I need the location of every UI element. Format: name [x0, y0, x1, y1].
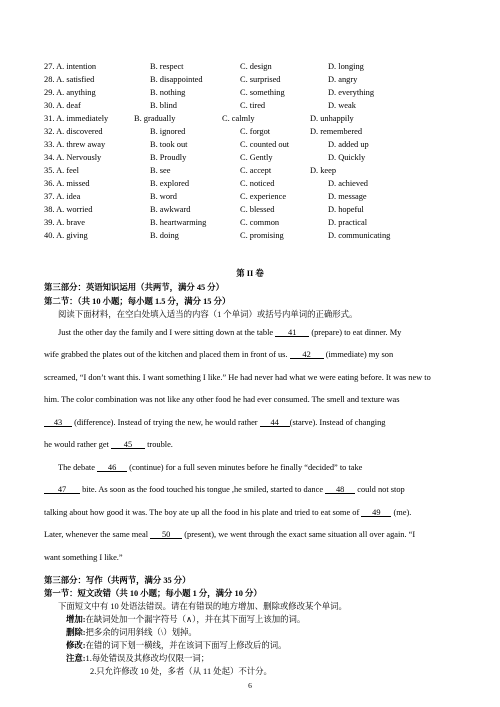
section2-instruction: 阅读下面材料，在空白处填入适当的内容（1 个单词）或括号内单词的正确形式。 [58, 310, 358, 319]
answer-blank-48[interactable]: 48 [325, 484, 355, 494]
exam-page: 27. A. intention B. respect C. design D. longing 28. A. satisfied B. disappointed C. surprised D. angry 29. A. anything B. nothing C. something D. everything 30. A. deaf B. blind C. tired D. weak 31. A. immediately B. gradually C. calmly D. unhappily 32. A. discovered B. ignored C. forgot D. remembered 33. A. threw away B. took out C. counted out D. added up 34. A. Nervously B. Proudly C. Gently D. Quickly 35. A. feel B. see C. accept D. keep 36. A. missed B. explored C. noticed D. achieved 37. A. idea B. word C. experience D. message 38. A. worried B. awkward C. blessed D. hopeful 39. A. brave B. heartwarming C. common D. practical 40. A. giving B. doing C. promising D. communicating 第 II 卷 第三部分：英语知识运用（共两节，满分 45 分） 第二节：（共 10 小题；每小题 1.5 分，满分 15 分） 阅读下面材料，在空白处填入适当的内容（1 个单词）或括号内单词的正确形式。 Just the other day the family and I were sitting down at the table 41 (prepare) to eat dinner. My wife grabbed the plates out of the kitchen and placed them in front of us. 42 (immediate) my son screamed, “I don’t want this. I want something I like.” He had never had what we were eating before. It was new to him. The color combination was not like any other food he had ever consumed. The smell and texture was 43 (difference). Instead of trying the new, he would rather 44 (starve). Instead of changing he would rather get 45 trouble. The debate 46 (continue) for a full seven minutes before he finally “decided” to take 47 bite. As soon as the food touched his tongue ,he smiled, started to dance 48 could not stop talking about how good it was. The boy ate up all the food in his plate and tried to eat some of 49 (me). Later, whenever the same meal 50 (present), we went through the exact same situation all over again. “I want something I like.” 第三部分：写作（共两节，满分 35 分） 第一节：短文改错（共 10 小题；每小题 1 分，满分 10 分） 下面短文中有 10 处语法错误。请在有错误的地方增加、删除或修改某个单词。 增加:在缺词处加一个漏字符号（∧），并在其下面写上该加的词。 删除:把多余的词用斜线（\）划掉。 修改:在错的词下划一横线，并在该词下面写上修改后的词。 注意:1.每处错误及其修改均仅限一词； 2.只允许修改 10 处，多者（从 11 处起）不计分。 6 [0, 0, 500, 707]
answer-blank-44[interactable]: 44 [260, 417, 290, 427]
choice-row: 32. A. discovered B. ignored C. forgot D. remembered [44, 127, 363, 136]
choice-row: 28. A. satisfied B. disappointed C. surprised D. angry [44, 75, 358, 84]
choice-row: 36. A. missed B. explored C. noticed D. achieved [44, 179, 368, 188]
answer-blank-46[interactable]: 46 [97, 462, 127, 472]
choice-row: 31. A. immediately B. gradually C. calmly D. unhappily [44, 114, 354, 123]
error-correction-title: 第一节：短文改错（共 10 小题；每小题 1 分，满分 10 分） [44, 589, 262, 598]
choice-row: 34. A. Nervously B. Proudly C. Gently D. Quickly [44, 153, 366, 162]
answer-blank-42[interactable]: 42 [290, 349, 324, 359]
choice-row: 35. A. feel B. see C. accept D. keep [44, 166, 337, 175]
choice-row: 39. A. brave B. heartwarming C. common D. practical [44, 218, 368, 227]
section2-title: 第二节：（共 10 小题；每小题 1.5 分，满分 15 分） [44, 297, 231, 306]
rule-delete: 删除:把多余的词用斜线（\）划掉。 [66, 628, 197, 637]
choice-row: 29. A. anything B. nothing C. something D. everything [44, 88, 375, 97]
rule-note-2: 2.只允许修改 10 处，多者（从 11 处起）不计分。 [90, 667, 272, 676]
answer-blank-43[interactable]: 43 [44, 417, 72, 427]
choice-row: 40. A. giving B. doing C. promising D. communicating [44, 231, 391, 240]
writing-title: 第三部分：写作（共两节，满分 35 分） [44, 576, 191, 585]
rule-note: 注意:1.每处错误及其修改均仅限一词； [66, 654, 210, 663]
rule-add: 增加:在缺词处加一个漏字符号（∧），并在其下面写上该加的词。 [66, 615, 306, 624]
rule-modify: 修改:在错的词下划一横线，并在该词下面写上修改后的词。 [66, 641, 287, 650]
choice-row: 30. A. deaf B. blind C. tired D. weak [44, 101, 356, 110]
answer-blank-47[interactable]: 47 [44, 484, 80, 494]
answer-blank-49[interactable]: 49 [361, 507, 391, 517]
answer-blank-41[interactable]: 41 [275, 327, 309, 337]
choice-row: 37. A. idea B. word C. experience D. message [44, 192, 367, 201]
volume-title: 第 II 卷 [236, 269, 264, 278]
choice-row: 27. A. intention B. respect C. design D. longing [44, 62, 364, 71]
answer-blank-50[interactable]: 50 [150, 529, 182, 539]
choice-row: 38. A. worried B. awkward C. blessed D. hopeful [44, 205, 364, 214]
error-correction-intro: 下面短文中有 10 处语法错误。请在有错误的地方增加、删除或修改某个单词。 [58, 602, 347, 611]
choice-row: 33. A. threw away B. took out C. counted out D. added up [44, 140, 369, 149]
page-number: 6 [248, 681, 252, 690]
part3-title: 第三部分：英语知识运用（共两节，满分 45 分） [44, 283, 225, 292]
answer-blank-45[interactable]: 45 [111, 439, 145, 449]
